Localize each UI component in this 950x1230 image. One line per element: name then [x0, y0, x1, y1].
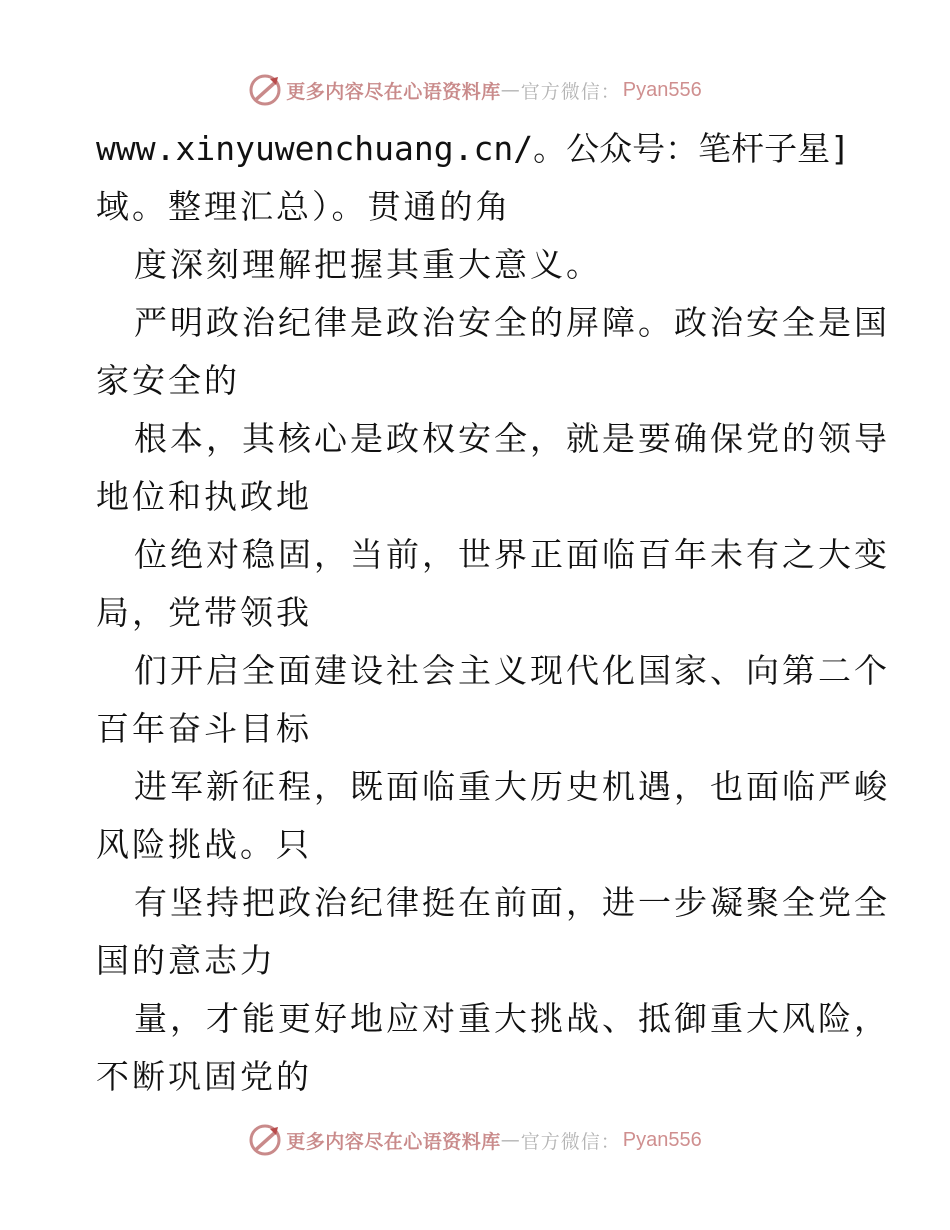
text-line: www.xinyuwenchuang.cn/。公众号：笔杆子星] — [96, 129, 850, 168]
document-body — [96, 120, 890, 1106]
watermark-wechat-id: Pyan556 — [622, 78, 702, 101]
quill-pen-logo-icon — [248, 1123, 282, 1157]
watermark-brand-text: 更多内容尽在心语资料库 — [286, 1130, 501, 1153]
text-line: 风险挑战。只 — [96, 825, 312, 864]
watermark-brand-text: 更多内容尽在心语资料库 — [286, 80, 501, 103]
text-line: 们开启全面建设社会主义现代化国家、向第二个 — [134, 651, 890, 690]
text-line: 进军新征程，既面临重大历史机遇，也面临严峻 — [134, 767, 890, 806]
text-line: 家安全的 — [96, 361, 240, 400]
text-line: 位绝对稳固，当前，世界正面临百年未有之大变 — [134, 535, 890, 574]
text-line: 有坚持把政治纪律挺在前面，进一步凝聚全党全 — [134, 883, 890, 922]
text-line: 量，才能更好地应对重大挑战、抵御重大风险， — [134, 999, 890, 1038]
text-line: 百年奋斗目标 — [96, 709, 312, 748]
quill-pen-logo-icon — [248, 73, 282, 107]
text-line: 国的意志力 — [96, 941, 276, 980]
watermark-wechat-id: Pyan556 — [622, 1128, 702, 1151]
watermark-separator: — — [500, 79, 521, 101]
watermark-separator: — — [500, 1129, 521, 1151]
text-line: 严明政治纪律是政治安全的屏障。政治安全是国 — [134, 303, 890, 342]
text-line: 根本，其核心是政权安全，就是要确保党的领导 — [134, 419, 890, 458]
text-line: 度深刻理解把握其重大意义。 — [134, 245, 602, 284]
text-line: 地位和执政地 — [96, 477, 312, 516]
footer-watermark — [0, 1120, 950, 1160]
watermark-official-label: 官方微信： — [520, 1130, 621, 1153]
watermark-official-label: 官方微信： — [520, 80, 621, 103]
header-watermark — [0, 70, 950, 110]
text-line: 局，党带领我 — [96, 593, 312, 632]
text-line: 域。整理汇总）。贯通的角 — [96, 187, 512, 226]
text-line: 不断巩固党的 — [96, 1057, 312, 1096]
